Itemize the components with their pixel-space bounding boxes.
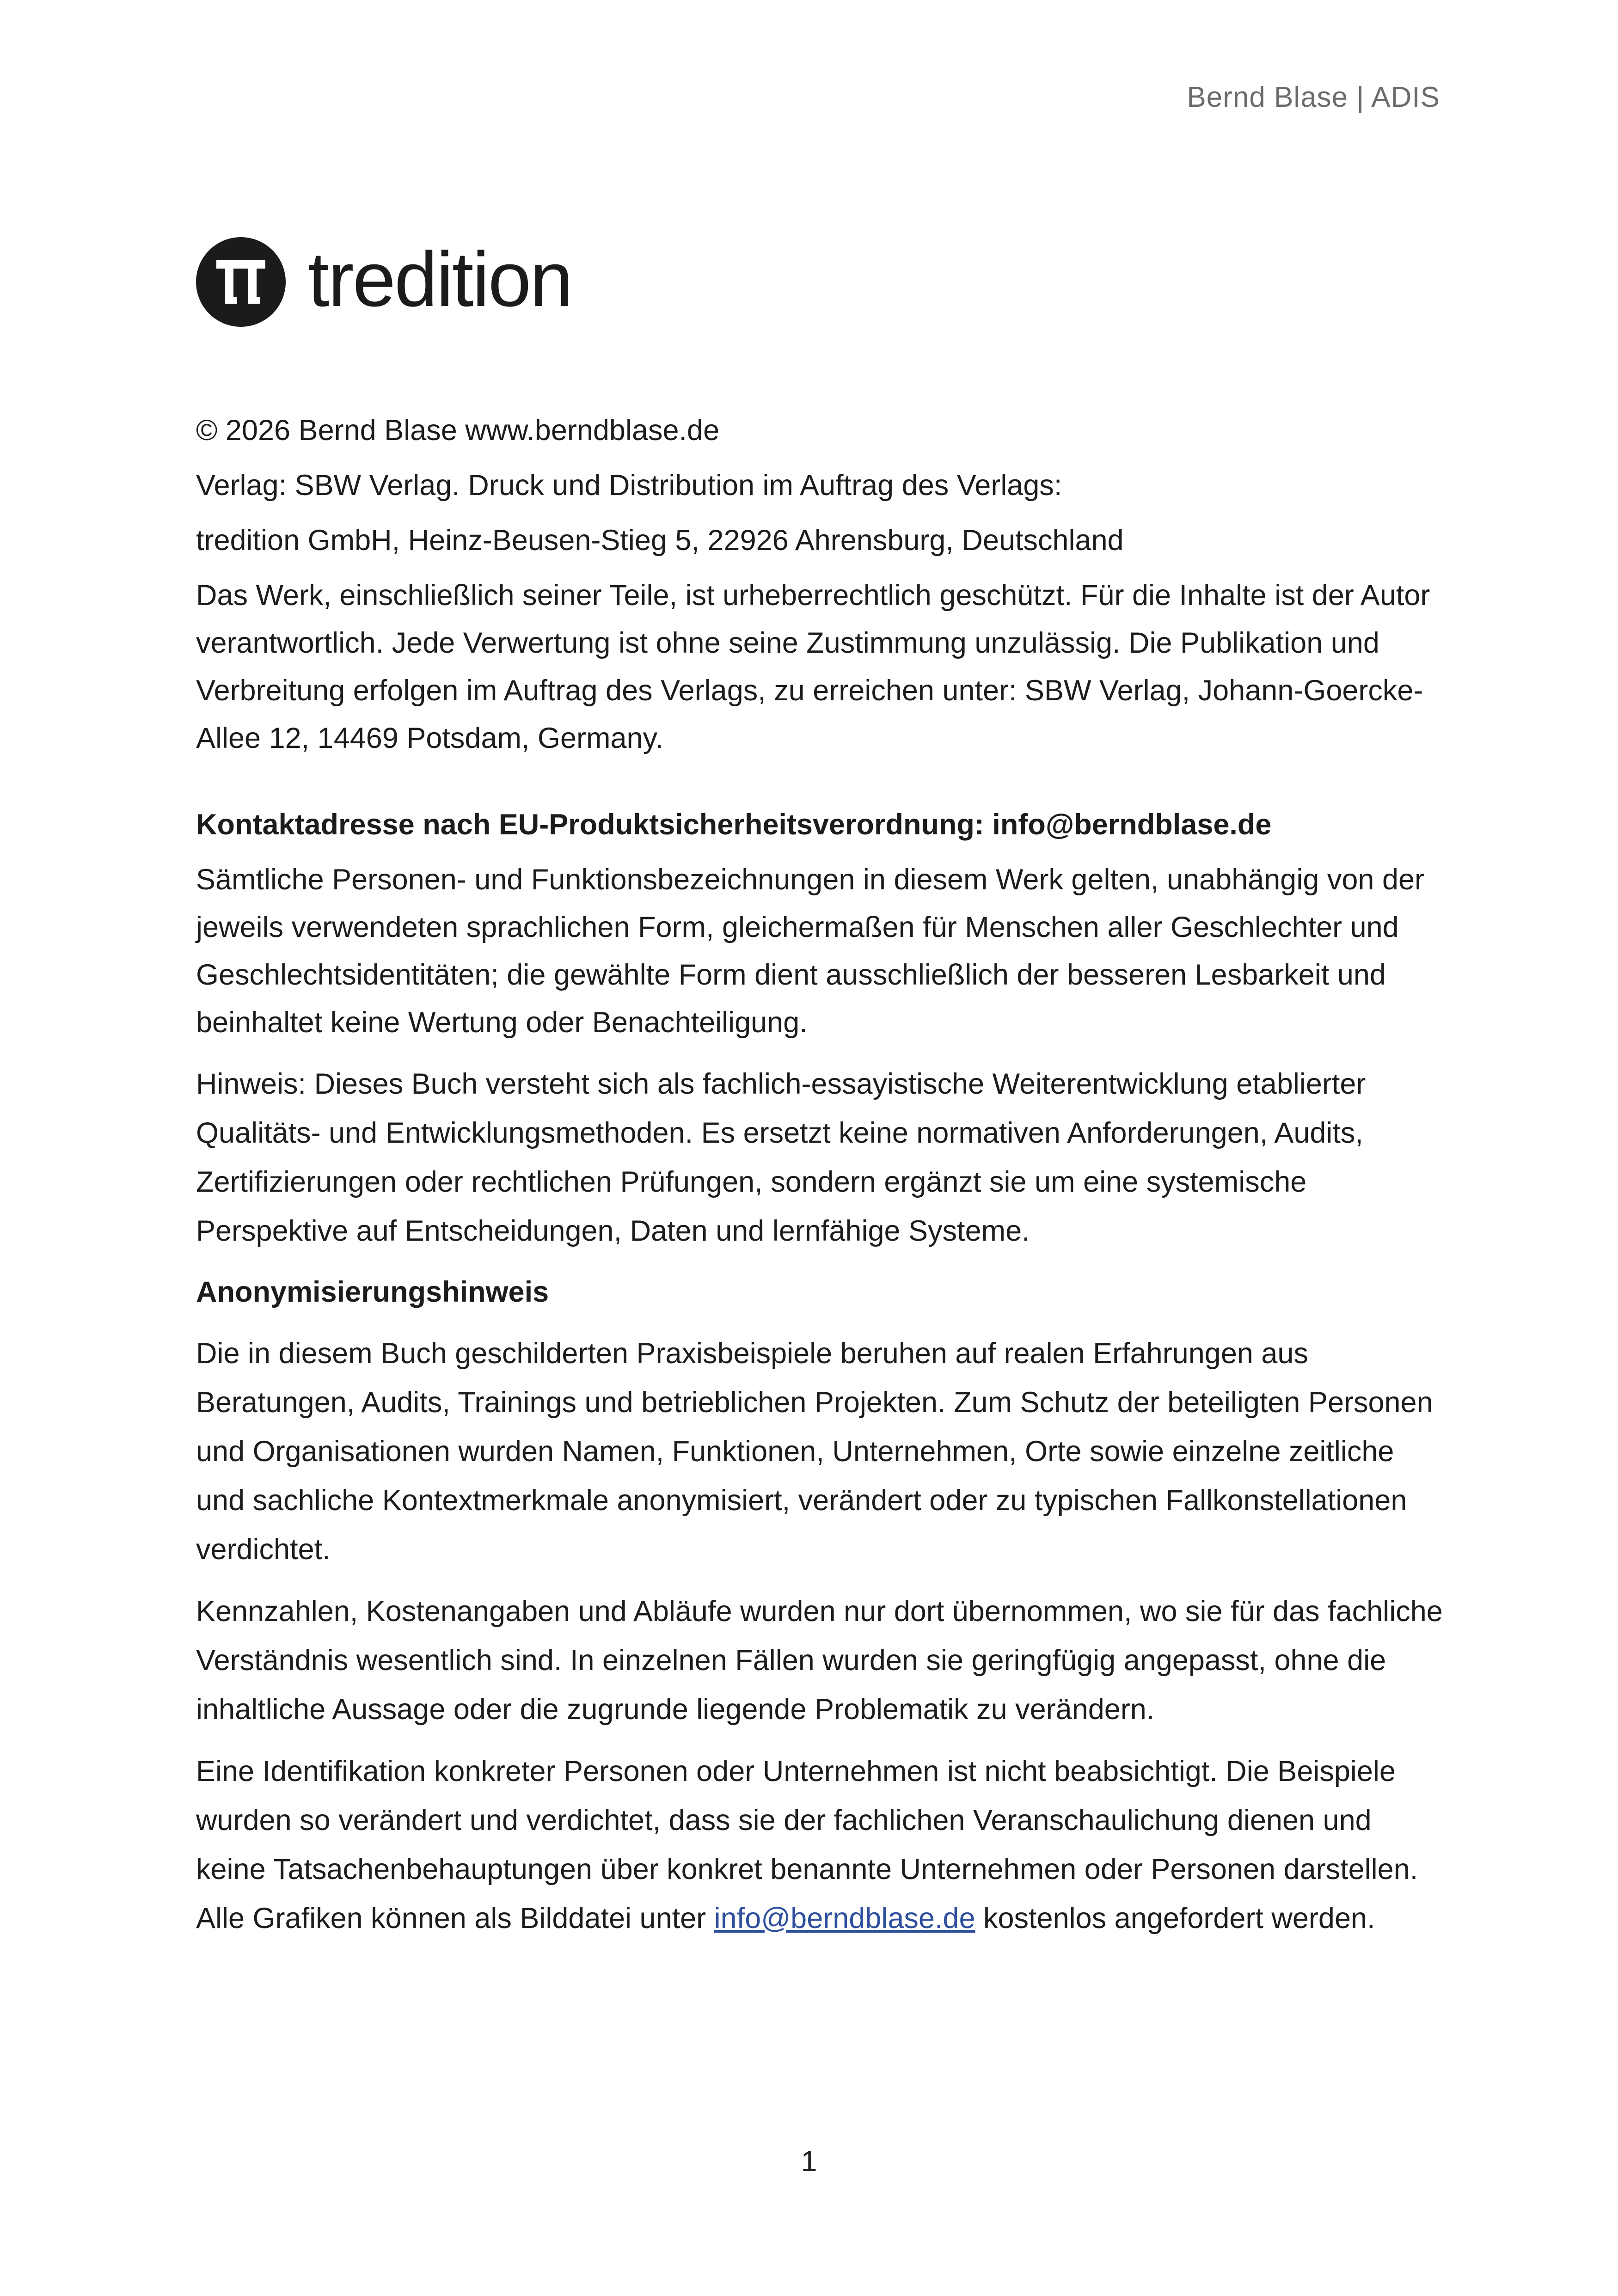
rights-paragraph: Das Werk, einschließlich seiner Teile, ist urheberrechtlich geschützt. Für die Inhalte ist der Autor verantwortlich. Jede Verwertung ist ohne seine Zustimmung unzulässig. Die Publikation und Verbreitung erfolgen im Auftrag des Verlags, zu erreichen unter: SBW Verlag, Johann-Goercke-Allee 12, 14469 Potsdam, Germany. — [196, 579, 1430, 754]
running-header: Bernd Blase | ADIS — [1187, 81, 1440, 113]
contact-heading: Kontaktadresse nach EU-Produktsicherheitsverordnung: info@berndblase.de — [196, 808, 1272, 841]
copyright-line: © 2026 Bernd Blase www.berndblase.de — [196, 414, 720, 447]
anonymization-text-end: kostenlos angefordert werden. — [975, 1902, 1375, 1935]
gender-note-paragraph: Sämtliche Personen- und Funktionsbezeichnungen in diesem Werk gelten, unabhängig von der jeweils verwendeten sprachlichen Form, gleichermaßen für Menschen aller Geschlechter und Geschlechtsidentitäten; die gewählte Form dient ausschließlich der besseren Lesbarkeit und beinhaltet keine Wertung oder Benachteiligung. — [196, 863, 1425, 1039]
page-number: 1 — [801, 2145, 817, 2178]
disclaimer-paragraph: Hinweis: Dieses Buch versteht sich als fachlich-essayistische Weiterentwicklung etablierter Qualitäts- und Entwicklungsmethoden. Es ersetzt keine normativen Anforderungen, Audits, Zertifizierungen oder rechtlichen Prüfungen, sondern ergänzt sie um eine systemische Perspektive auf Entscheidungen, Daten und lernfähige Systeme. — [196, 1068, 1366, 1247]
anonymization-paragraph-3 — [196, 1747, 1444, 1943]
publisher-logo — [196, 236, 572, 328]
email-link[interactable]: info@berndblase.de — [714, 1902, 975, 1935]
anonymization-paragraph-1: Die in diesem Buch geschilderten Praxisbeispiele beruhen auf realen Erfahrungen aus Beratungen, Audits, Trainings und betrieblichen Projekten. Zum Schutz der beteiligten Personen und Organisationen wurden Namen, Funktionen, Unternehmen, Orte sowie einzelne zeitliche und sachliche Kontextmerkmale anonymisiert, verändert oder zu typischen Fallkonstellationen verdichtet. — [196, 1337, 1433, 1566]
logo-wordmark: tredition — [308, 236, 572, 323]
tredition-logo-icon — [196, 237, 286, 327]
publisher-line: Verlag: SBW Verlag. Druck und Distribution im Auftrag des Verlags: — [196, 469, 1062, 502]
anonymization-paragraph-2: Kennzahlen, Kostenangaben und Abläufe wurden nur dort übernommen, wo sie für das fachliche Verständnis wesentlich sind. In einzelnen Fällen wurden sie geringfügig angepasst, ohne die inhaltliche Aussage oder die zugrunde liegende Problematik zu verändern. — [196, 1595, 1443, 1726]
imprint-body — [196, 407, 1444, 1956]
anonymization-heading: Anonymisierungshinweis — [196, 1276, 549, 1308]
printer-line: tredition GmbH, Heinz-Beusen-Stieg 5, 22926 Ahrensburg, Deutschland — [196, 524, 1124, 557]
anonymization-text-start: Eine Identifikation konkreter Personen oder Unternehmen ist nicht beabsichtigt. Die Beispiele wurden so verändert und verdichtet, dass sie der fachlichen Veranschaulichung dienen und keine Tatsachenbehauptungen über konkret benannte Unternehmen oder Personen darstellen. Alle Grafiken können als Bilddatei unter — [196, 1755, 1418, 1935]
